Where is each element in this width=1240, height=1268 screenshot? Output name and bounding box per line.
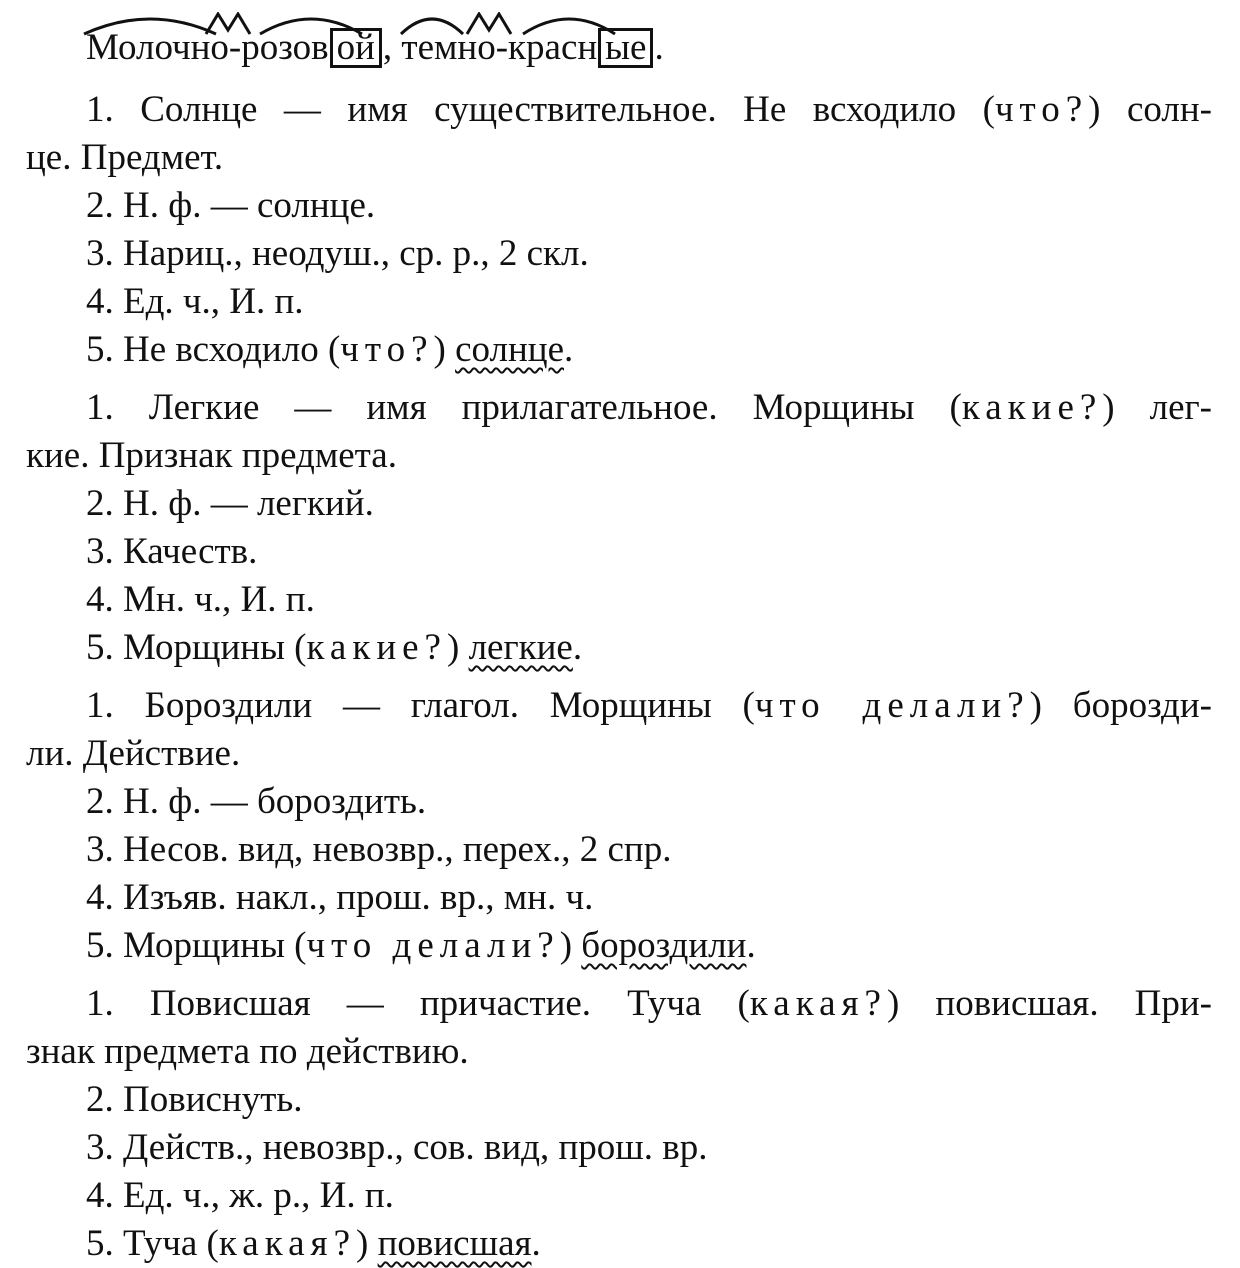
text: . — [572, 627, 583, 668]
text: ) борозди- — [1029, 685, 1213, 726]
analysis-line-4: 4. Ед. ч., ж. р., И. п. — [86, 1175, 394, 1216]
text: ) солн- — [1088, 89, 1212, 130]
analysis-line-1-cont: кие. Признак предмета. — [26, 435, 397, 476]
separator: , — [382, 27, 402, 68]
period: . — [654, 27, 664, 68]
text: . — [564, 329, 574, 370]
analysis-line-1 — [26, 980, 1212, 1028]
text: 5. Морщины ( — [86, 627, 307, 668]
text: 1. Солнце — имя существительное. Не всходило ( — [86, 89, 995, 130]
text: ) повисшая. При- — [886, 983, 1213, 1024]
analysis-line-1-cont: знак предмета по действию. — [26, 1031, 469, 1072]
question-spaced: какая? — [749, 983, 887, 1024]
suffix-caret-icon — [204, 12, 252, 36]
analysis-line-5 — [26, 624, 1212, 672]
analysis-block-adjective — [26, 384, 1212, 672]
underlined-word: бороздили — [581, 925, 747, 966]
text: . — [746, 925, 756, 966]
analysis-line-1 — [26, 86, 1212, 134]
analysis-line-3: 3. Несов. вид, невозвр., перех., 2 спр. — [86, 829, 672, 870]
question-spaced: что делали? — [754, 685, 1030, 726]
text: 5. Туча ( — [86, 1223, 219, 1264]
underlined-word: легкие — [468, 627, 573, 668]
analysis-line-2: 2. Н. ф. — бороздить. — [86, 781, 427, 822]
root-arc-icon — [397, 12, 467, 36]
question-spaced: какие? — [306, 627, 447, 668]
text: ) — [356, 1223, 378, 1264]
text: ) — [433, 329, 456, 370]
analysis-line-2: 2. Повиснуть. — [86, 1079, 303, 1120]
question-spaced: какие? — [961, 387, 1103, 428]
analysis-line-1 — [26, 682, 1212, 730]
word-dark-red — [401, 24, 654, 72]
analysis-line-1 — [26, 384, 1212, 432]
question-spaced: что делали? — [306, 925, 560, 966]
text: ) лег- — [1102, 387, 1212, 428]
analysis-line-5 — [26, 326, 1212, 374]
analysis-line-1-cont: ли. Действие. — [26, 733, 241, 774]
ending-box: ые — [598, 28, 653, 68]
analysis-line-3: 3. Нариц., неодуш., ср. р., 2 скл. — [86, 233, 589, 274]
analysis-block-participle — [26, 980, 1212, 1268]
analysis-block-noun — [26, 86, 1212, 374]
text: . — [531, 1223, 541, 1264]
root-arc-icon — [80, 12, 220, 36]
analysis-block-verb — [26, 682, 1212, 970]
word-milky-pink — [86, 24, 383, 72]
analysis-line-5 — [26, 1220, 1212, 1268]
ending-box: ой — [330, 28, 382, 68]
question-spaced: какая? — [218, 1223, 356, 1264]
analysis-line-1-cont: це. Предмет. — [26, 137, 224, 178]
text: ) — [446, 627, 469, 668]
text: 1. Бороздили — глагол. Морщины ( — [86, 685, 755, 726]
text: 5. Не всходило ( — [86, 329, 341, 370]
word-stem: Молочно-розов — [86, 27, 329, 68]
root-arc-icon — [256, 12, 366, 36]
analysis-line-4: 4. Изъяв. накл., прош. вр., мн. ч. — [86, 877, 594, 918]
text: 1. Легкие — имя прилагательное. Морщины ( — [86, 387, 962, 428]
root-arc-icon — [519, 12, 619, 36]
analysis-line-3: 3. Действ., невозвр., сов. вид, прош. вр. — [86, 1127, 708, 1168]
question-spaced: что? — [340, 329, 434, 370]
text: ) — [559, 925, 582, 966]
analysis-line-5 — [26, 922, 1212, 970]
underlined-word: солнце — [455, 329, 565, 370]
analysis-line-4: 4. Ед. ч., И. п. — [86, 281, 304, 322]
header-line — [26, 24, 1212, 76]
analysis-line-2: 2. Н. ф. — легкий. — [86, 483, 374, 524]
suffix-caret-icon — [465, 12, 513, 36]
analysis-line-2: 2. Н. ф. — солнце. — [86, 185, 376, 226]
analysis-line-4: 4. Мн. ч., И. п. — [86, 579, 315, 620]
question-spaced: что? — [994, 89, 1089, 130]
analysis-line-3: 3. Качеств. — [86, 531, 258, 572]
text: 1. Повисшая — причастие. Туча ( — [86, 983, 750, 1024]
underlined-word: повисшая — [377, 1223, 532, 1264]
word-stem: темно-красн — [401, 27, 598, 68]
text: 5. Морщины ( — [86, 925, 307, 966]
